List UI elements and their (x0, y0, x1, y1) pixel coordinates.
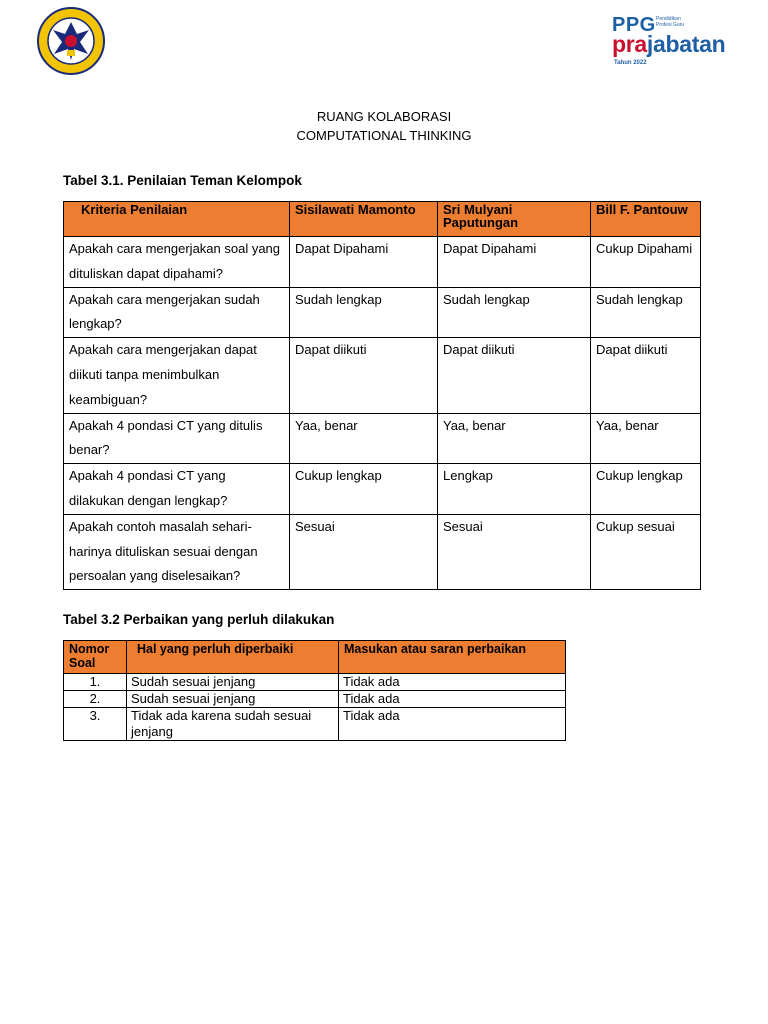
table-header-row (64, 641, 566, 674)
table-cell: Apakah cara mengerjakan sudah lengkap? (64, 287, 290, 338)
document-title-line1: RUANG KOLABORASI (316, 109, 452, 124)
table-cell: Tidak ada karena sudah sesuai jenjang (127, 708, 339, 741)
document-title-line2: COMPUTATIONAL THINKING (296, 128, 472, 143)
table-cell: Apakah cara mengerjakan dapat diikuti tanpa menimbulkan keambiguan? (64, 338, 290, 413)
table-header-row (64, 202, 701, 237)
table-header-cell: Masukan atau saran perbaikan (339, 641, 566, 674)
table-cell: Apakah contoh masalah sehari-harinya dituliskan sesuai dengan persoalan yang diselesaikan? (64, 514, 290, 589)
ppg-prajabatan-logo (612, 14, 732, 72)
table-cell: Dapat Dipahami (290, 237, 438, 288)
table-cell: Tidak ada (339, 674, 566, 691)
table-cell: Tidak ada (339, 708, 566, 741)
table-row (64, 287, 701, 338)
table-cell: 1. (64, 674, 127, 691)
table-row (64, 674, 566, 691)
table-cell: Cukup sesuai (591, 514, 701, 589)
table-cell: Lengkap (438, 464, 591, 515)
table-cell: Sesuai (290, 514, 438, 589)
table1-caption: Tabel 3.1. Penilaian Teman Kelompok (63, 173, 302, 188)
university-seal-logo (30, 6, 112, 76)
table-cell: Tidak ada (339, 691, 566, 708)
table-cell: Sudah lengkap (290, 287, 438, 338)
ppg-text: PPG (612, 14, 656, 36)
table-cell: Sudah lengkap (438, 287, 591, 338)
table-header-cell: Hal yang perluh diperbaiki (127, 641, 339, 674)
ppg-tagline: Pendidikan Profesi Guru (656, 16, 685, 28)
table-cell: Apakah 4 pondasi CT yang ditulis benar? (64, 413, 290, 464)
table-header-cell: Kriteria Penilaian (64, 202, 290, 237)
table-cell: Yaa, benar (290, 413, 438, 464)
table2-caption: Tabel 3.2 Perbaikan yang perluh dilakukan (63, 612, 335, 627)
table-header-cell: Nomor Soal (64, 641, 127, 674)
logo-year: Tahun 2022 (614, 60, 647, 66)
table-row (64, 691, 566, 708)
table-cell: Dapat diikuti (591, 338, 701, 413)
table-row (64, 514, 701, 589)
table-cell: Sudah sesuai jenjang (127, 691, 339, 708)
table-cell: Yaa, benar (438, 413, 591, 464)
table-cell: Sesuai (438, 514, 591, 589)
prajabatan-text (612, 31, 725, 58)
improvement-table (63, 640, 566, 741)
prajabatan-red-part: pra (612, 31, 647, 57)
prajabatan-blue-part: jabatan (646, 31, 726, 57)
table-cell: 2. (64, 691, 127, 708)
table-row (64, 464, 701, 515)
table-cell: Dapat diikuti (438, 338, 591, 413)
table-row (64, 708, 566, 741)
table-cell: Apakah 4 pondasi CT yang dilakukan dengan lengkap? (64, 464, 290, 515)
table-cell: Cukup lengkap (591, 464, 701, 515)
table-cell: Dapat diikuti (290, 338, 438, 413)
table-row (64, 413, 701, 464)
table-row (64, 338, 701, 413)
table-cell: Apakah cara mengerjakan soal yang dituliskan dapat dipahami? (64, 237, 290, 288)
table-row (64, 237, 701, 288)
table-header-cell: Bill F. Pantouw (591, 202, 701, 237)
peer-assessment-table (63, 201, 701, 590)
table-cell: Dapat Dipahami (438, 237, 591, 288)
table-cell: Sudah sesuai jenjang (127, 674, 339, 691)
table-cell: Cukup Dipahami (591, 237, 701, 288)
table-cell: Yaa, benar (591, 413, 701, 464)
table-header-cell: Sri Mulyani Paputungan (438, 202, 591, 237)
table-cell: 3. (64, 708, 127, 741)
table-header-cell: Sisilawati Mamonto (290, 202, 438, 237)
table-cell: Cukup lengkap (290, 464, 438, 515)
table-cell: Sudah lengkap (591, 287, 701, 338)
